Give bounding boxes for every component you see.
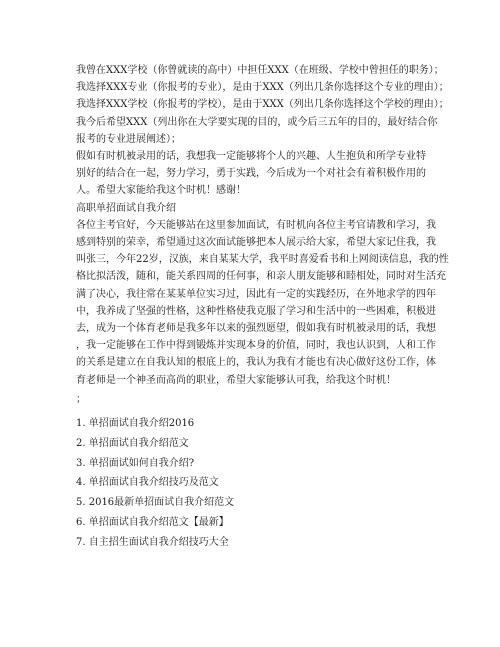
intro-line: 假如有时机被录用的话，我想我一定能够将个人的兴趣、人生抱负和所学专业特 <box>76 151 426 163</box>
intro-line: 我选择XXX学校（你报考的学校），是由于XXX（列出几条你选择这个学校的理由）； <box>76 99 449 111</box>
intro-line: 报考的专业进展阐述）； <box>76 133 181 145</box>
body-line: 的关系是建立在自我认知的根底上的，我认为我有才能也有决心做好这份工作，体 <box>76 357 436 369</box>
document-page <box>76 62 449 553</box>
body-line: 格比拟活泼，随和，能关系四周的任何事，和亲人朋友能够和睦相处，同时对生活充 <box>76 271 446 283</box>
body-line: 感到特别的荣幸，希望通过这次面试能够把本人展示给大家，希望大家记住我，我 <box>76 237 436 249</box>
list-item: 4. 单招面试自我介绍技巧及范文 <box>76 477 219 489</box>
intro-line: 我选择XXX专业（你报考的专业），是由于XXX（列出几条你选择这个专业的理由）； <box>76 82 449 94</box>
list-item: 5. 2016最新单招面试自我介绍范文 <box>76 497 235 509</box>
related-articles-list <box>76 414 436 553</box>
intro-line: 别好的结合在一起，努力学习，勇于实践，今后成为一个对社会有着积极作用的 <box>76 168 426 180</box>
list-item: 1. 单招面试自我介绍2016 <box>76 418 195 430</box>
separator-mark: ； <box>76 393 86 405</box>
body-line: 满了决心，我往常在某某单位实习过，因此有一定的实践经历，在外地求学的四年 <box>76 288 436 300</box>
body-line: 各位主考官好，今天能够站在这里参加面试，有时机向各位主考官请教和学习，我 <box>76 219 436 231</box>
intro-line: 我曾在XXX学校（你曾就读的高中）中担任XXX（在班级、学校中曾担任的职务）； <box>76 65 444 76</box>
body-line: 育老师是一个神圣而高尚的职业，希望大家能够认可我，给我这个时机！ <box>76 374 396 386</box>
list-item: 6. 单招面试自我介绍范文【最新】 <box>76 517 229 529</box>
body-line: 中，我养成了坚强的性格，这种性格使我克服了学习和生活中的一些困难，积极进 <box>76 305 436 317</box>
intro-paragraph <box>76 62 449 200</box>
intro-line: 我今后希望XXX（列出你在大学要实现的目的，或今后三五年的目的，最好结合你 <box>76 116 438 128</box>
body-line: 去，成为一个体育老师是我多年以来的强烈愿望，假如我有时机被录用的话，我想 <box>76 323 436 335</box>
body-line: 叫张三，今年22岁，汉族，来自某某大学，我平时喜爱看书和上网阅读信息，我的性 <box>76 254 449 266</box>
list-item: 2. 单招面试自我介绍范文 <box>76 437 189 449</box>
intro-line: 人。希望大家能给我这个时机！感谢！ <box>76 185 246 197</box>
body-line: ，我一定能够在工作中得到锻炼并实现本身的价值，同时，我也认识到，人和工作 <box>76 340 436 352</box>
body-paragraph <box>76 217 449 389</box>
list-item: 7. 自主招生面试自我介绍技巧大全 <box>76 536 229 548</box>
section-heading: 高职单招面试自我介绍 <box>76 202 176 214</box>
list-item: 3. 单招面试如何自我介绍? <box>76 457 195 469</box>
